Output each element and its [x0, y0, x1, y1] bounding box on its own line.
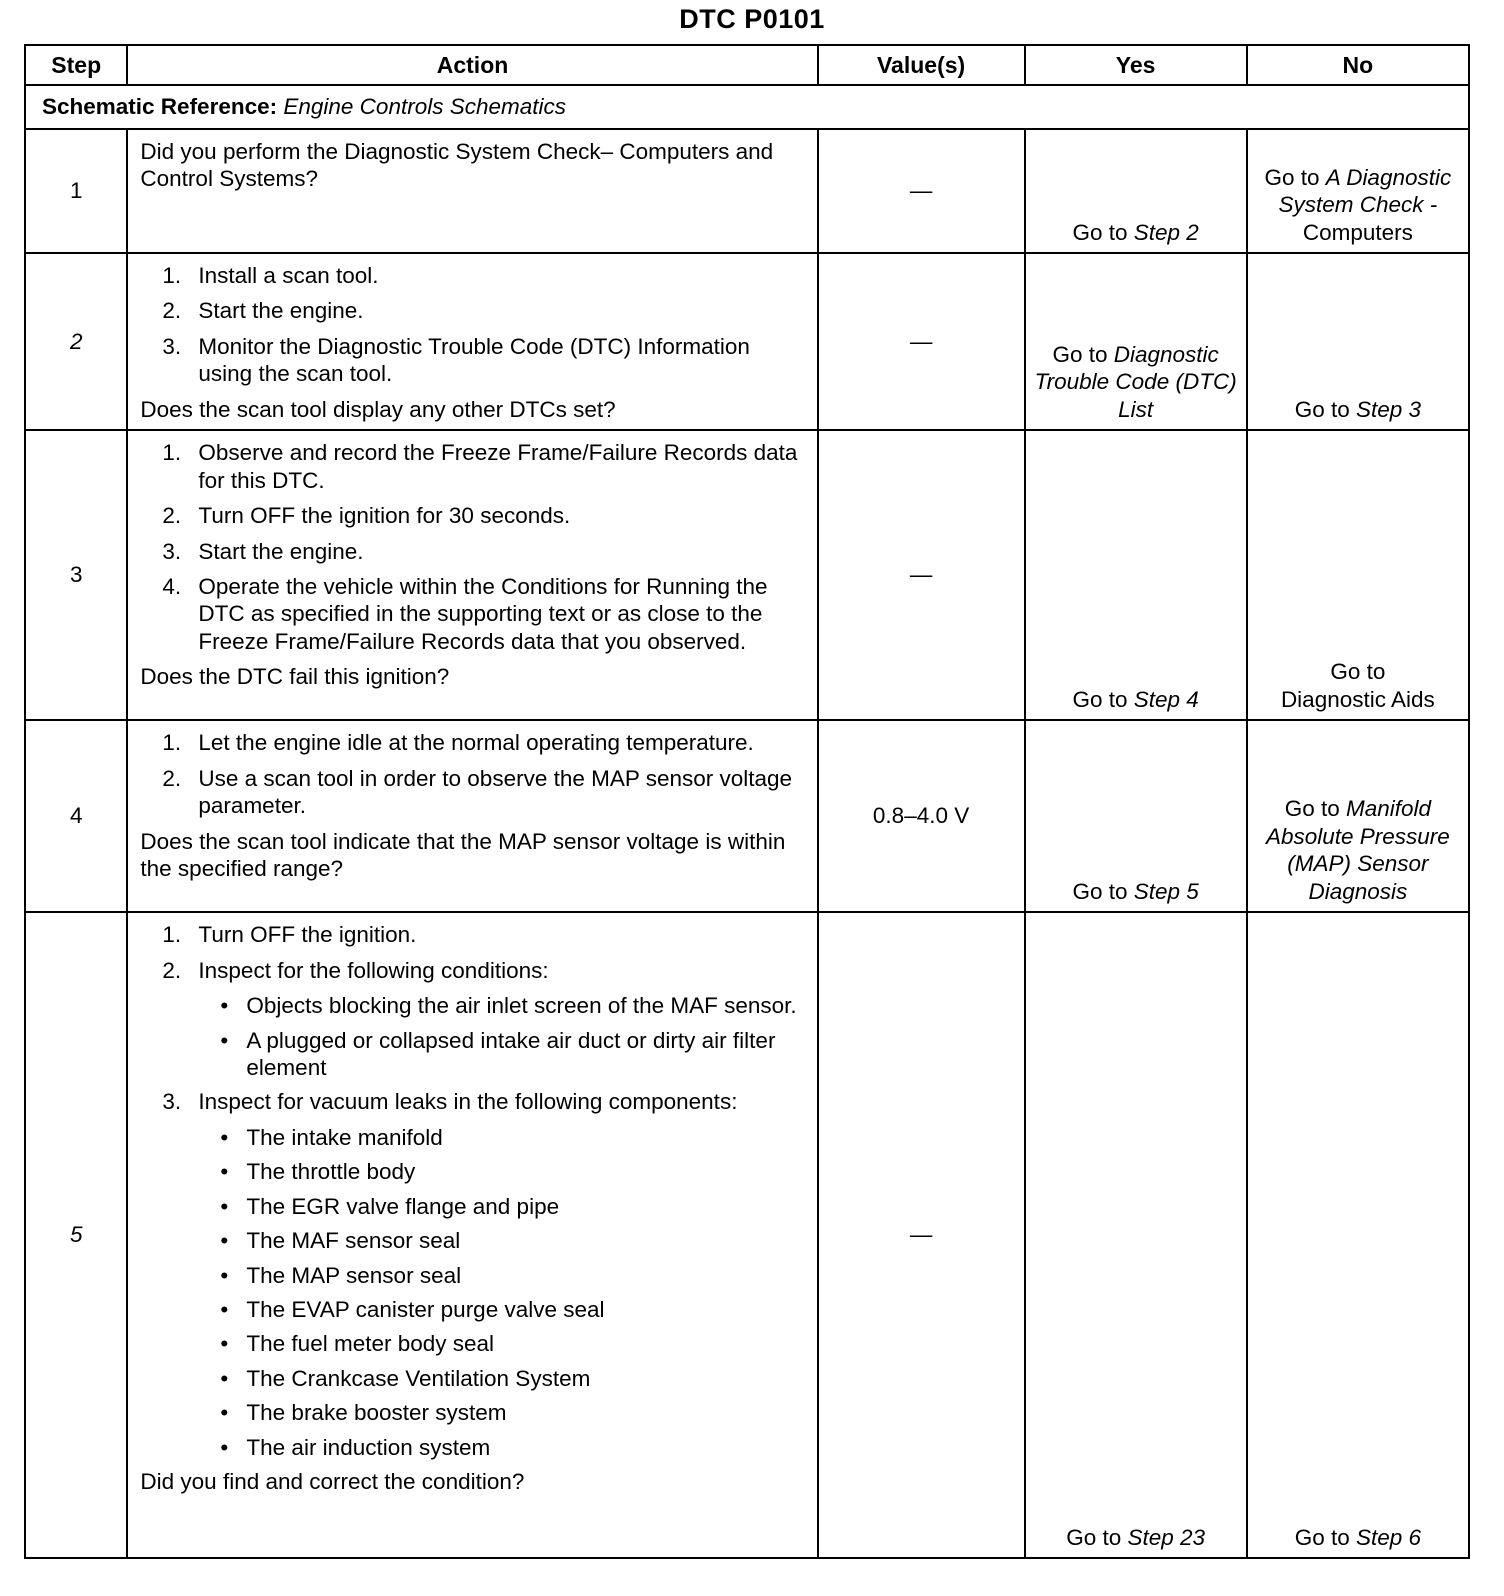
bullet-item: • The EGR valve flange and pipe — [220, 1193, 560, 1219]
no-link-tail: Computers — [1302, 219, 1413, 245]
diagnostic-table — [24, 44, 1470, 1559]
list-item: 2. Inspect for the following conditions: — [162, 957, 549, 983]
bullet-item: • The MAF sensor seal — [220, 1228, 461, 1254]
value-cell: 0.8–4.0 V — [818, 720, 1025, 912]
header-step: Step — [25, 45, 127, 85]
list-item: 2. Use a scan tool in order to observe the MAP sensor voltage parameter. — [162, 765, 793, 819]
list-item: 3. Start the engine. — [162, 538, 364, 564]
action-question: Did you perform the Diagnostic System Check– Computers and Control Systems? — [140, 139, 774, 192]
go-to-text: Go to — [1294, 1524, 1350, 1550]
action-cell — [127, 430, 817, 720]
yes-cell — [1025, 912, 1247, 1558]
schematic-label: Schematic Reference: — [42, 94, 278, 120]
go-to-text: Go to — [1264, 164, 1320, 190]
go-to-text: Go to — [1052, 341, 1108, 367]
value-cell: — — [818, 253, 1025, 430]
header-yes: Yes — [1025, 45, 1247, 85]
go-to-text: Go to — [1072, 686, 1128, 712]
action-cell — [127, 253, 817, 430]
schematic-reference — [25, 85, 1469, 129]
table-row — [25, 253, 1469, 430]
bullet-item: • The MAP sensor seal — [220, 1262, 462, 1288]
table-row — [25, 720, 1469, 912]
value-cell: — — [818, 912, 1025, 1558]
table-row — [25, 912, 1469, 1558]
no-link[interactable]: A Diagnostic System Check - — [1278, 164, 1452, 218]
bullet-item: • Objects blocking the air inlet screen of the MAF sensor. — [220, 993, 797, 1019]
bullet-item: • The fuel meter body seal — [220, 1331, 495, 1357]
yes-cell — [1025, 720, 1247, 912]
yes-link[interactable]: Step 4 — [1133, 686, 1199, 712]
go-to-text: Go to — [1294, 396, 1350, 422]
go-to-text: Go to — [1066, 1524, 1122, 1550]
step-number: 5 — [25, 912, 127, 1558]
list-item: 1. Turn OFF the ignition. — [162, 922, 417, 948]
list-item: 1. Observe and record the Freeze Frame/Failure Records data for this DTC. — [162, 440, 798, 493]
value-cell: — — [818, 129, 1025, 253]
step-number: 3 — [25, 430, 127, 720]
action-question: Does the scan tool display any other DTCs set? — [140, 396, 616, 422]
action-cell — [127, 720, 817, 912]
yes-link[interactable]: Diagnostic Trouble Code (DTC) List — [1034, 341, 1237, 422]
yes-cell — [1025, 430, 1247, 720]
action-cell — [127, 129, 817, 253]
yes-cell — [1025, 129, 1247, 253]
bullet-item: • The throttle body — [220, 1159, 416, 1185]
yes-link[interactable]: Step 2 — [1133, 219, 1199, 245]
no-cell — [1247, 430, 1469, 720]
list-item: 2. Start the engine. — [162, 298, 364, 324]
go-to-text: Go to — [1072, 878, 1128, 904]
page-title: DTC P0101 — [679, 4, 825, 34]
action-question: Did you find and correct the condition? — [140, 1469, 525, 1495]
no-cell — [1247, 129, 1469, 253]
action-cell — [127, 912, 817, 1558]
go-to-text: Go to — [1284, 796, 1340, 822]
bullet-item: • The air induction system — [220, 1434, 491, 1460]
list-item: 3. Monitor the Diagnostic Trouble Code (DTC) Information using the scan tool. — [162, 333, 750, 387]
schematic-link[interactable]: Engine Controls Schematics — [283, 94, 567, 120]
list-item: 2. Turn OFF the ignition for 30 seconds. — [162, 503, 571, 529]
bullet-item: • The EVAP canister purge valve seal — [220, 1297, 605, 1322]
list-item: 1. Let the engine idle at the normal operating temperature. — [162, 730, 754, 756]
go-to-text: Go to — [1072, 219, 1128, 245]
step-number: 2 — [25, 253, 127, 430]
list-item: 4. Operate the vehicle within the Conditions for Running the DTC as specified in the supporting text or as close to the Freeze Frame/Failure Records data that you observed. — [162, 573, 768, 654]
bullet-item: • A plugged or collapsed intake air duct or dirty air filter element — [220, 1027, 776, 1080]
go-to-text: Go to — [1330, 659, 1386, 685]
bullet-item: • The brake booster system — [220, 1400, 507, 1426]
step-number: 1 — [25, 129, 127, 253]
no-cell — [1247, 912, 1469, 1558]
no-cell — [1247, 720, 1469, 912]
header-action: Action — [127, 45, 817, 85]
table-row — [25, 129, 1469, 253]
header-row — [25, 45, 1469, 85]
list-item: 3. Inspect for vacuum leaks in the following components: — [162, 1089, 738, 1115]
no-link[interactable]: Step 3 — [1355, 396, 1422, 422]
yes-cell — [1025, 253, 1247, 430]
yes-link[interactable]: Step 23 — [1127, 1524, 1206, 1550]
table-row — [25, 430, 1469, 720]
schematic-row — [25, 85, 1469, 129]
step-number: 4 — [25, 720, 127, 912]
value-cell: — — [818, 430, 1025, 720]
no-link[interactable]: Step 6 — [1355, 1524, 1422, 1550]
header-no: No — [1247, 45, 1469, 85]
no-cell — [1247, 253, 1469, 430]
yes-link[interactable]: Step 5 — [1133, 878, 1199, 904]
header-values: Value(s) — [818, 45, 1025, 85]
bullet-item: • The intake manifold — [220, 1124, 443, 1150]
list-item: 1. Install a scan tool. — [162, 263, 379, 288]
no-link[interactable]: Manifold Absolute Pressure (MAP) Sensor Diagnosis — [1265, 796, 1450, 904]
action-question: Does the DTC fail this ignition? — [140, 664, 450, 690]
action-question: Does the scan tool indicate that the MAP sensor voltage is within the specified range? — [140, 828, 786, 881]
no-link[interactable]: Diagnostic Aids — [1280, 686, 1435, 712]
bullet-item: • The Crankcase Ventilation System — [220, 1365, 591, 1391]
